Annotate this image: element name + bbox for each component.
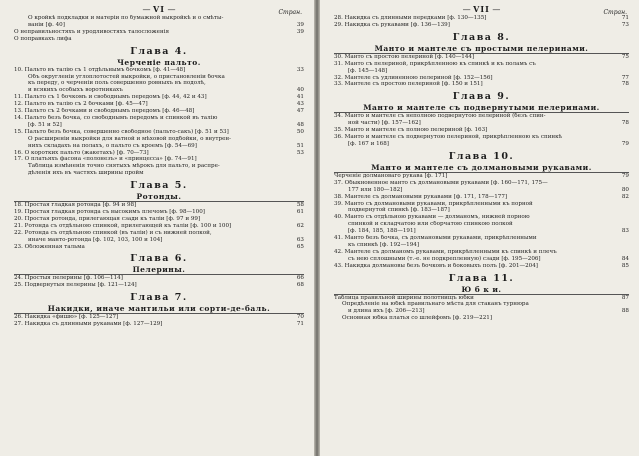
toc-entry <box>334 53 629 61</box>
chapter-title: Накидки, иначе мантильи или сорти-де-баль. <box>47 304 271 314</box>
toc-entry <box>14 230 304 237</box>
toc-entry <box>14 244 304 251</box>
toc-entry-text: 41. Манто безъ бочка, съ долмановыми рукавами, прикрѣпленными <box>334 235 537 242</box>
toc-entry-page: 77 <box>621 74 629 81</box>
right-page <box>320 0 639 456</box>
toc-entry-page: 68 <box>296 282 304 289</box>
toc-entry-text: Таблица правильной ширины полотнищъ юбки <box>334 294 474 301</box>
chapter-title: Манто и мантеле съ простыми пелеринами. <box>374 43 589 53</box>
toc-entry-page: 80 <box>621 186 629 193</box>
toc-entry <box>14 87 304 94</box>
toc-entry-text: 37. Обыкновенное манто съ долмановыми рукавами [ф. 160—171, 175— <box>334 179 548 186</box>
toc-body <box>14 15 304 328</box>
toc-entry <box>334 61 629 68</box>
toc-entry-text: [ф. 145—148] <box>348 67 388 74</box>
toc-entry-text: [ф. 184, 185, 188—191] <box>348 228 416 235</box>
toc-entry-page <box>613 315 629 322</box>
toc-entry <box>334 221 629 228</box>
toc-entry-text: дѣленія ихъ въ частяхъ ширины пройм <box>28 170 144 177</box>
toc-entry-page <box>613 249 629 256</box>
toc-entry-text: 14. Пальто безъ бочка, со свободнымъ передомъ и спинкой въ талію <box>14 114 218 121</box>
toc-entry <box>334 68 629 75</box>
toc-entry <box>14 282 304 289</box>
toc-entry-page: 88 <box>621 308 629 315</box>
toc-entry <box>14 156 304 163</box>
chapter-heading: Глава 4. <box>130 45 188 57</box>
toc-entry-text: 15. Пальто безъ бочка, совершенно свободное (пальто-сакъ) [ф. 51 и 53] <box>14 128 229 135</box>
toc-entry-page: 41 <box>296 94 304 101</box>
toc-entry-page <box>288 163 304 170</box>
toc-entry <box>14 237 304 244</box>
chapter-title: Ротонды. <box>136 192 182 202</box>
toc-entry-page <box>613 113 629 120</box>
toc-entry-page: 66 <box>296 275 304 282</box>
toc-entry-text: 29. Накидка съ рукавами [ф. 136—139] <box>334 21 450 28</box>
toc-entry-text: 40. Манто съ отдѣльною рукавами — долманомъ, нижней порною <box>334 214 530 221</box>
toc-entry <box>334 235 629 242</box>
toc-entry-text: 42. Мантеле съ долманомъ рукавами, прикрѣпленными къ спинкѣ и плечъ <box>334 248 557 255</box>
toc-entry-page: 78 <box>621 120 629 127</box>
toc-entry-text: 43. Накидка долмановы безъ бочковъ и боковыхъ полъ [ф. 201—204] <box>334 262 538 269</box>
toc-entry-page: 75 <box>621 53 629 60</box>
chapter-title: Манто и мантеле съ подвернутыми пелеринами. <box>363 103 600 113</box>
toc-entry-page <box>613 242 629 249</box>
toc-entry-page <box>613 61 629 68</box>
toc-entry <box>334 180 629 187</box>
toc-entry-text: 12. Пальто въ талію съ 2 бочками [ф. 45—47] <box>14 101 148 108</box>
chapter-heading: Глава 9. <box>452 91 511 103</box>
toc-entry-text: [ф. 167 и 168] <box>348 140 389 147</box>
toc-entry <box>334 81 629 88</box>
toc-entry <box>334 301 629 308</box>
toc-entry-page <box>613 68 629 75</box>
toc-entry-page <box>613 127 629 134</box>
toc-entry-page <box>613 235 629 242</box>
toc-entry <box>334 214 629 221</box>
toc-entry <box>14 122 304 129</box>
toc-entry <box>14 108 304 115</box>
toc-entry <box>14 80 304 87</box>
toc-entry <box>334 127 629 134</box>
toc-entry-page: 63 <box>296 236 304 243</box>
toc-entry-text: 38. Мантеле съ долмановыми рукавами [ф. 171, 178—177] <box>334 193 508 200</box>
toc-entry-page <box>288 156 304 163</box>
toc-entry-text: нихъ складахъ на полахъ, о пальто съ кроемъ [ф. 54—69] <box>28 142 197 149</box>
toc-entry-text: 31. Манто съ пелериной, прикрѣпленною къ спинкѣ и къ поламъ съ <box>334 60 536 67</box>
toc-entry-text: О кройкѣ подкладки и матеріи по бумажной выкройкѣ и о смѣты- <box>28 15 224 21</box>
toc-entry <box>334 201 629 208</box>
toc-entry-text: 21. Ротонда съ отдѣльною спинкой, прилегающей къ таліи [ф. 100 и 100] <box>14 222 232 229</box>
page-header: — VI — Cmpaн. <box>142 4 302 16</box>
toc-entry-text: 20. Простая ротонда, прилегающая сзади къ таліи [ф. 97 и 99] <box>14 215 201 222</box>
toc-entry-text: Черченіе долмановаго рукава [ф. 171] <box>334 172 448 179</box>
toc-entry-page: 73 <box>621 21 629 28</box>
toc-entry <box>14 321 304 328</box>
toc-entry-text: ваніи [ф. 40] <box>28 21 65 28</box>
toc-entry <box>14 67 304 74</box>
page-column-label: Cmpaн. <box>278 9 302 16</box>
toc-entry-text: 10. Пальто въ талію съ 1 отдѣльнымъ бочкомъ [ф. 41—48] <box>14 66 186 73</box>
toc-entry-text: О поправкахъ лифа <box>14 35 72 42</box>
toc-entry <box>334 194 629 201</box>
toc-entry <box>14 129 304 136</box>
toc-entry-text: съ нею сплошными (т.-е. не подкрепленную) сзади [ф. 195—206] <box>348 255 541 262</box>
toc-entry-text: О расширеніи выкройки для ватной и мѣховой подбойки, о внутрен- <box>28 135 231 142</box>
toc-entry-page <box>613 207 629 214</box>
toc-entry-text: 30. Манто съ простою пелериной [ф. 140—144] <box>334 53 475 60</box>
toc-entry-page: 78 <box>621 81 629 88</box>
toc-entry-text: 18. Простая гладкая ротонда [ф. 94 и 98] <box>14 202 137 209</box>
toc-entry-page: 43 <box>296 101 304 108</box>
toc-entry-page: 79 <box>621 140 629 147</box>
toc-entry <box>14 136 304 143</box>
toc-entry-text: 39. Манто съ долмановыми рукавами, прикрѣпленными къ порной <box>334 200 533 207</box>
toc-entry <box>14 163 304 170</box>
toc-entry-text: 34. Манто и мантеле съ неполною подвернутою пелериной (безъ спин- <box>334 113 546 120</box>
toc-entry-page: 39 <box>296 28 304 35</box>
chapter-heading: Глава 8. <box>452 31 511 43</box>
chapter-heading: Глава 10. <box>448 150 515 162</box>
toc-entry-page: 70 <box>296 314 304 321</box>
left-page <box>0 0 314 456</box>
toc-entry-page <box>613 221 629 228</box>
toc-entry <box>334 112 629 120</box>
toc-entry-page: 58 <box>296 202 304 209</box>
chapter-title: Ю б к и. <box>461 284 502 294</box>
toc-entry <box>334 308 629 315</box>
chapter-heading: Глава 7. <box>130 292 188 304</box>
toc-entry-page: 82 <box>621 193 629 200</box>
toc-entry <box>334 256 629 263</box>
toc-entry <box>334 249 629 256</box>
toc-entry-text: 11. Пальто съ 1 бочкомъ и свободнымъ передомъ [ф. 44, 42 и 43] <box>14 94 207 101</box>
toc-entry <box>14 74 304 81</box>
chapter-title: Пелерины. <box>132 265 186 275</box>
toc-entry-text: подвернутой спинкѣ [ф. 183—187] <box>348 207 450 214</box>
toc-entry-text: иначе манто-ротонда [ф. 102, 103, 100 и 104] <box>28 236 163 243</box>
page-column-label: Cmpaн. <box>603 9 627 16</box>
toc-entry-page <box>288 80 304 87</box>
toc-entry <box>334 15 629 22</box>
toc-entry-text: 24. Простыя пелерины [ф. 106—114] <box>14 275 123 282</box>
toc-entry-page <box>288 36 304 43</box>
toc-entry-text: 32. Мантеле съ удлиненною пелериной [ф. 152—156] <box>334 74 493 81</box>
toc-entry-text: 23. Обложенная тальма <box>14 243 85 250</box>
toc-entry-page: 33 <box>296 66 304 73</box>
toc-entry-text: Таблица измѣненія точно снятыхъ мѣрокъ для пальто, и распре- <box>28 163 220 170</box>
toc-entry <box>14 201 304 209</box>
toc-entry-page: 71 <box>621 15 629 21</box>
toc-entry-page: 71 <box>296 321 304 328</box>
toc-entry-page <box>613 180 629 187</box>
toc-entry-text: Опредѣленіе на юбкѣ правильнаго мѣста для стаканъ турнюра <box>342 301 529 308</box>
toc-entry <box>334 228 629 235</box>
chapter-heading: Глава 5. <box>130 180 188 192</box>
toc-entry-page: 83 <box>621 228 629 235</box>
toc-entry <box>334 120 629 127</box>
toc-entry-page <box>288 216 304 223</box>
toc-entry-page: 61 <box>296 209 304 216</box>
toc-entry-text: 19. Простая гладкая ротонда съ высокимъ плечомъ [ф. 98—100] <box>14 209 205 216</box>
toc-entry <box>14 150 304 157</box>
page-number: VI <box>153 4 165 14</box>
toc-entry-text: 35. Манто и мантеле съ полною пелериной [ф. 163] <box>334 127 488 134</box>
toc-entry-page: 48 <box>296 121 304 128</box>
toc-entry-text: 177 или 180—182] <box>348 186 403 193</box>
chapter-title: Манто и мантеле съ долмановыми рукавами. <box>371 162 592 172</box>
toc-entry-page: 39 <box>296 21 304 28</box>
toc-entry-page: 50 <box>296 128 304 135</box>
toc-entry-text: 22. Ротонда съ отдѣльною спинкой (въ таліи) и съ нижней полкой, <box>14 229 212 236</box>
toc-entry-text: [ф. 51 и 52] <box>28 121 62 128</box>
toc-entry-text: 28. Накидка съ длинными передками [ф. 130—135] <box>334 15 487 21</box>
toc-entry-text: 16. О коротких пальто (жакетахъ) [ф. 70—73] <box>14 149 149 156</box>
toc-entry <box>334 263 629 270</box>
chapter-title: Черченіе пальто. <box>117 57 201 67</box>
toc-entry-page: 84 <box>621 255 629 262</box>
toc-entry-text: 33. Мантеле съ простою пелериной [ф. 150 и 151] <box>334 81 483 88</box>
toc-entry <box>14 115 304 122</box>
toc-entry <box>334 315 629 322</box>
toc-entry-text: спинкой и складчатою или сборчатою спинкою полкой <box>348 221 513 228</box>
toc-entry <box>14 29 304 36</box>
toc-entry <box>14 274 304 282</box>
toc-entry-page: 79 <box>621 172 629 179</box>
toc-entry <box>334 141 629 148</box>
toc-entry <box>334 75 629 82</box>
chapter-heading: Глава 11. <box>448 272 515 284</box>
toc-entry <box>334 294 629 302</box>
toc-entry <box>14 209 304 216</box>
toc-entry <box>334 172 629 180</box>
toc-entry-page <box>613 214 629 221</box>
toc-entry-text: ной части) [ф. 157—162] <box>348 120 421 127</box>
toc-entry <box>334 134 629 141</box>
toc-entry-page <box>288 136 304 143</box>
toc-entry-page: 62 <box>296 222 304 229</box>
toc-entry-page <box>288 170 304 177</box>
toc-entry-page <box>288 74 304 81</box>
toc-body <box>334 15 629 322</box>
toc-entry-text: 36. Манто и мантеле съ подвернутою пелериной, прикрѣпленною къ спинкѣ <box>334 134 563 141</box>
toc-entry-page: 65 <box>296 243 304 250</box>
toc-entry-text: и длина ихъ [ф. 206—213] <box>348 308 425 315</box>
toc-entry-page: 85 <box>621 262 629 269</box>
toc-entry <box>14 94 304 101</box>
toc-entry-page: 87 <box>621 294 629 301</box>
toc-entry-page <box>288 115 304 122</box>
toc-entry-text: 26. Накидка «фишю» [ф. 125—127] <box>14 314 119 321</box>
toc-entry-page <box>288 15 304 22</box>
toc-entry <box>14 223 304 230</box>
toc-entry-text: О неправильностяхъ и уродливостяхъ талосложенія <box>14 28 170 35</box>
toc-entry-page: 51 <box>296 142 304 149</box>
toc-entry <box>14 22 304 29</box>
toc-entry-text: къ спинкѣ [ф. 192—194] <box>348 241 420 248</box>
toc-entry-page <box>613 301 629 308</box>
toc-entry <box>334 22 629 29</box>
toc-entry <box>14 36 304 43</box>
toc-entry <box>334 187 629 194</box>
toc-entry-text: 17. О платьяхъ фасона «полонезъ» и «принцесса» [ф. 74—91] <box>14 156 197 163</box>
toc-entry-text: къ переду, о черченіи поль совершенно ровныхъ въ подолѣ, <box>28 80 206 87</box>
page-header: — VII — Cmpaн. <box>462 4 627 16</box>
toc-entry-text: Объ округленіи углоплотостей выкройки, о пристановленіи бочка <box>28 73 225 80</box>
toc-entry <box>334 207 629 214</box>
toc-entry <box>14 216 304 223</box>
toc-entry-page <box>288 230 304 237</box>
toc-entry-text: Основная юбка платья со шлейфомъ [ф. 219—221] <box>342 315 492 322</box>
toc-entry-page: 47 <box>296 108 304 115</box>
toc-entry-text: 27. Накидка съ длинными рукавами [ф. 127—129] <box>14 321 163 328</box>
toc-entry <box>14 101 304 108</box>
toc-entry <box>334 242 629 249</box>
toc-entry-text: и всякихъ особыхъ воротникахъ <box>28 87 123 94</box>
toc-entry-page <box>613 201 629 208</box>
toc-entry-page: 53 <box>296 149 304 156</box>
page-number: VII <box>473 4 490 14</box>
toc-entry-page <box>613 134 629 141</box>
toc-entry-text: 13. Пальто съ 2 бочками и свободнымъ передомъ [ф. 46—48] <box>14 108 195 115</box>
toc-entry-page: 40 <box>296 87 304 94</box>
toc-entry <box>14 170 304 177</box>
chapter-heading: Глава 6. <box>130 253 188 265</box>
toc-entry <box>14 313 304 321</box>
toc-entry-text: 25. Подвернутыя пелерины [ф. 121—124] <box>14 282 137 289</box>
toc-entry <box>14 143 304 150</box>
toc-entry <box>14 15 304 22</box>
